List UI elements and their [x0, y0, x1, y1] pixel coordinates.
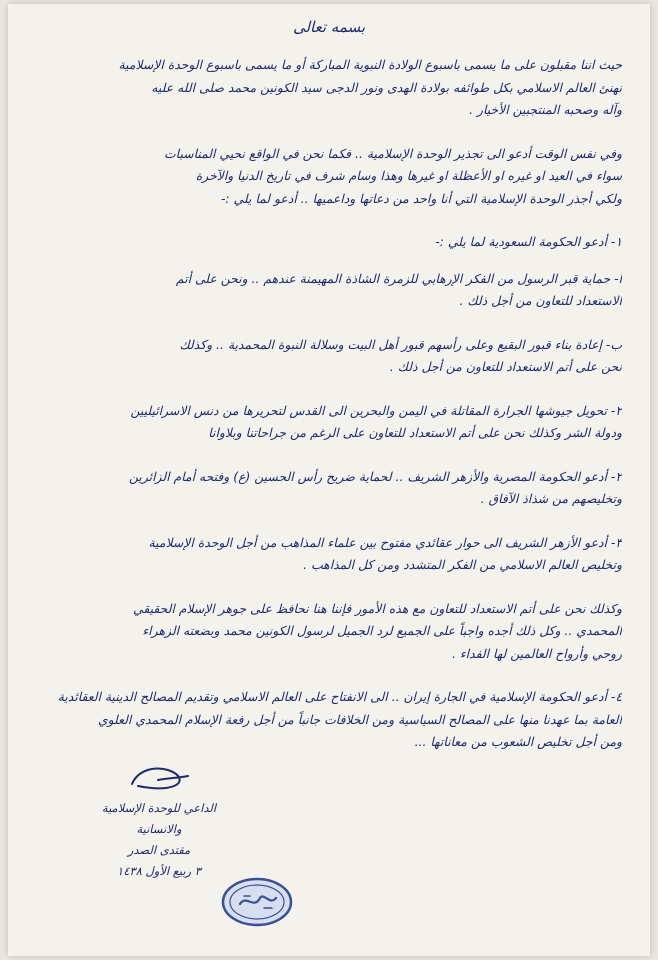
letter-line: ولكي أجذر الوحدة الإسلامية التي أنا واحد من دعاتها وداعميها .. أدعو لما يلي :- [220, 190, 622, 206]
letter-line: روحي وأرواح العالمين لها الفداء . [451, 645, 622, 661]
letter-line: ٢- أدعو الحكومة المصرية والأزهر الشريف .. لحماية ضريح رأس الحسين (ع) وفتحه أمام الزائرين [128, 468, 622, 484]
letter-paragraph [30, 686, 622, 754]
letter-line: حيث اننا مقبلون على ما يسمى باسبوع الولادة النبوية المباركة أو ما يسمى باسبوع الوحدة الإسلامية [118, 57, 622, 72]
letter-paragraph [30, 231, 622, 254]
letter-paragraph [30, 466, 622, 511]
letter-paragraph [30, 143, 622, 211]
letter-line: ٣- أدعو الأزهر الشريف الى حوار عقائدي مفتوح بين علماء المذاهب من أجل الوحدة الإسلامية [148, 534, 622, 550]
signature-line: مقتدى الصدر [127, 843, 191, 857]
handwritten-signature-icon [124, 762, 194, 792]
letter-line: وكذلك نحن على أتم الاستعداد للتعاون مع هذه الأمور فإننا هنا نحافظ على جوهر الإسلام الحقيقي [133, 600, 622, 616]
letter-line: نهنئ العالم الاسلامي بكل طوائفه بولادة الهدى ونور الدجى سيد الكونين محمد صلى الله عليه [151, 79, 622, 95]
signature-line: الداعي للوحدة الإسلامية [101, 801, 217, 815]
signature-line: والانسانية [136, 822, 182, 836]
signature-block [94, 762, 224, 882]
letter-line: ٤- أدعو الحكومة الإسلامية في الجارة إيران .. الى الانفتاح على العالم الاسلامي وتقديم المصالح الدينية العقائدية [57, 689, 622, 704]
letter-paragraph [30, 598, 622, 666]
letter-line: الاستعداد للتعاون من أجل ذلك . [459, 293, 622, 308]
letter-body [30, 54, 622, 775]
letter-line: ودولة الشر وكذلك نحن على أتم الاستعداد للتعاون على الرغم من جراحاتنا وبلاوانا [208, 425, 622, 440]
letter-paragraph [30, 400, 622, 445]
letter-line: ومن أجل تخليص الشعوب من معاناتها ... [414, 734, 622, 749]
letter-line: وآله وصحبه المنتجبين الأخيار . [469, 102, 622, 117]
letter-line: وتخليص العالم الاسلامي من الفكر المتشدد ومن كل المذاهب . [303, 557, 622, 572]
letter-line: وفي نفس الوقت أدعو الى تجذير الوحدة الإسلامية .. فكما نحن في الواقع نحيي المناسبات [164, 145, 622, 161]
letter-date: ٣ ربيع الأول ١٤٣٨ [117, 864, 201, 878]
letter-line: ٢- تحويل جيوشها الجرارة المقاتلة في اليمن والبحرين الى القدس لتحريرها من دنس الاسرائيليين [130, 402, 622, 418]
letter-line: ب- إعادة بناء قبور البقيع وعلى رأسهم قبور أهل البيت وسلالة النبوة المحمدية .. وكذلك [179, 336, 622, 352]
letter-line: نحن على أتم الاستعداد للتعاون من أجل ذلك . [389, 359, 622, 374]
letter-line: العامة بما عهدنا منها على المصالح السياسية ومن الخلافات جانباً من أجل رفعة الإسلام المحمدي العلوي [97, 711, 622, 727]
letter-paragraph [30, 532, 622, 577]
letter-line: ١- أدعو الحكومة السعودية لما يلي :- [435, 234, 622, 249]
basmala-heading: بسمه تعالى [292, 18, 366, 36]
letter-line: المحمدي .. وكل ذلك أجده واجباً على الجميع لرد الجميل لرسول الكونين محمد وبضعته الزهراء [142, 623, 622, 638]
letter-paragraph [30, 54, 622, 122]
letter-page [8, 4, 650, 956]
official-seal-stamp [220, 876, 294, 928]
letter-line: أ- حماية قبر الرسول من الفكر الإرهابي للزمرة الشاذة المهيمنة عندهم .. ونحن على أتم [175, 270, 622, 286]
letter-paragraph [30, 334, 622, 379]
letter-paragraph [30, 268, 622, 313]
letter-line: وتخليصهم من شذاذ الآفاق . [480, 491, 622, 506]
letter-line: سواء في العيد او غيره او الأعظلة او غيرها وهذا وسام شرف في تاريخ الدنيا والآخرة [195, 168, 622, 183]
